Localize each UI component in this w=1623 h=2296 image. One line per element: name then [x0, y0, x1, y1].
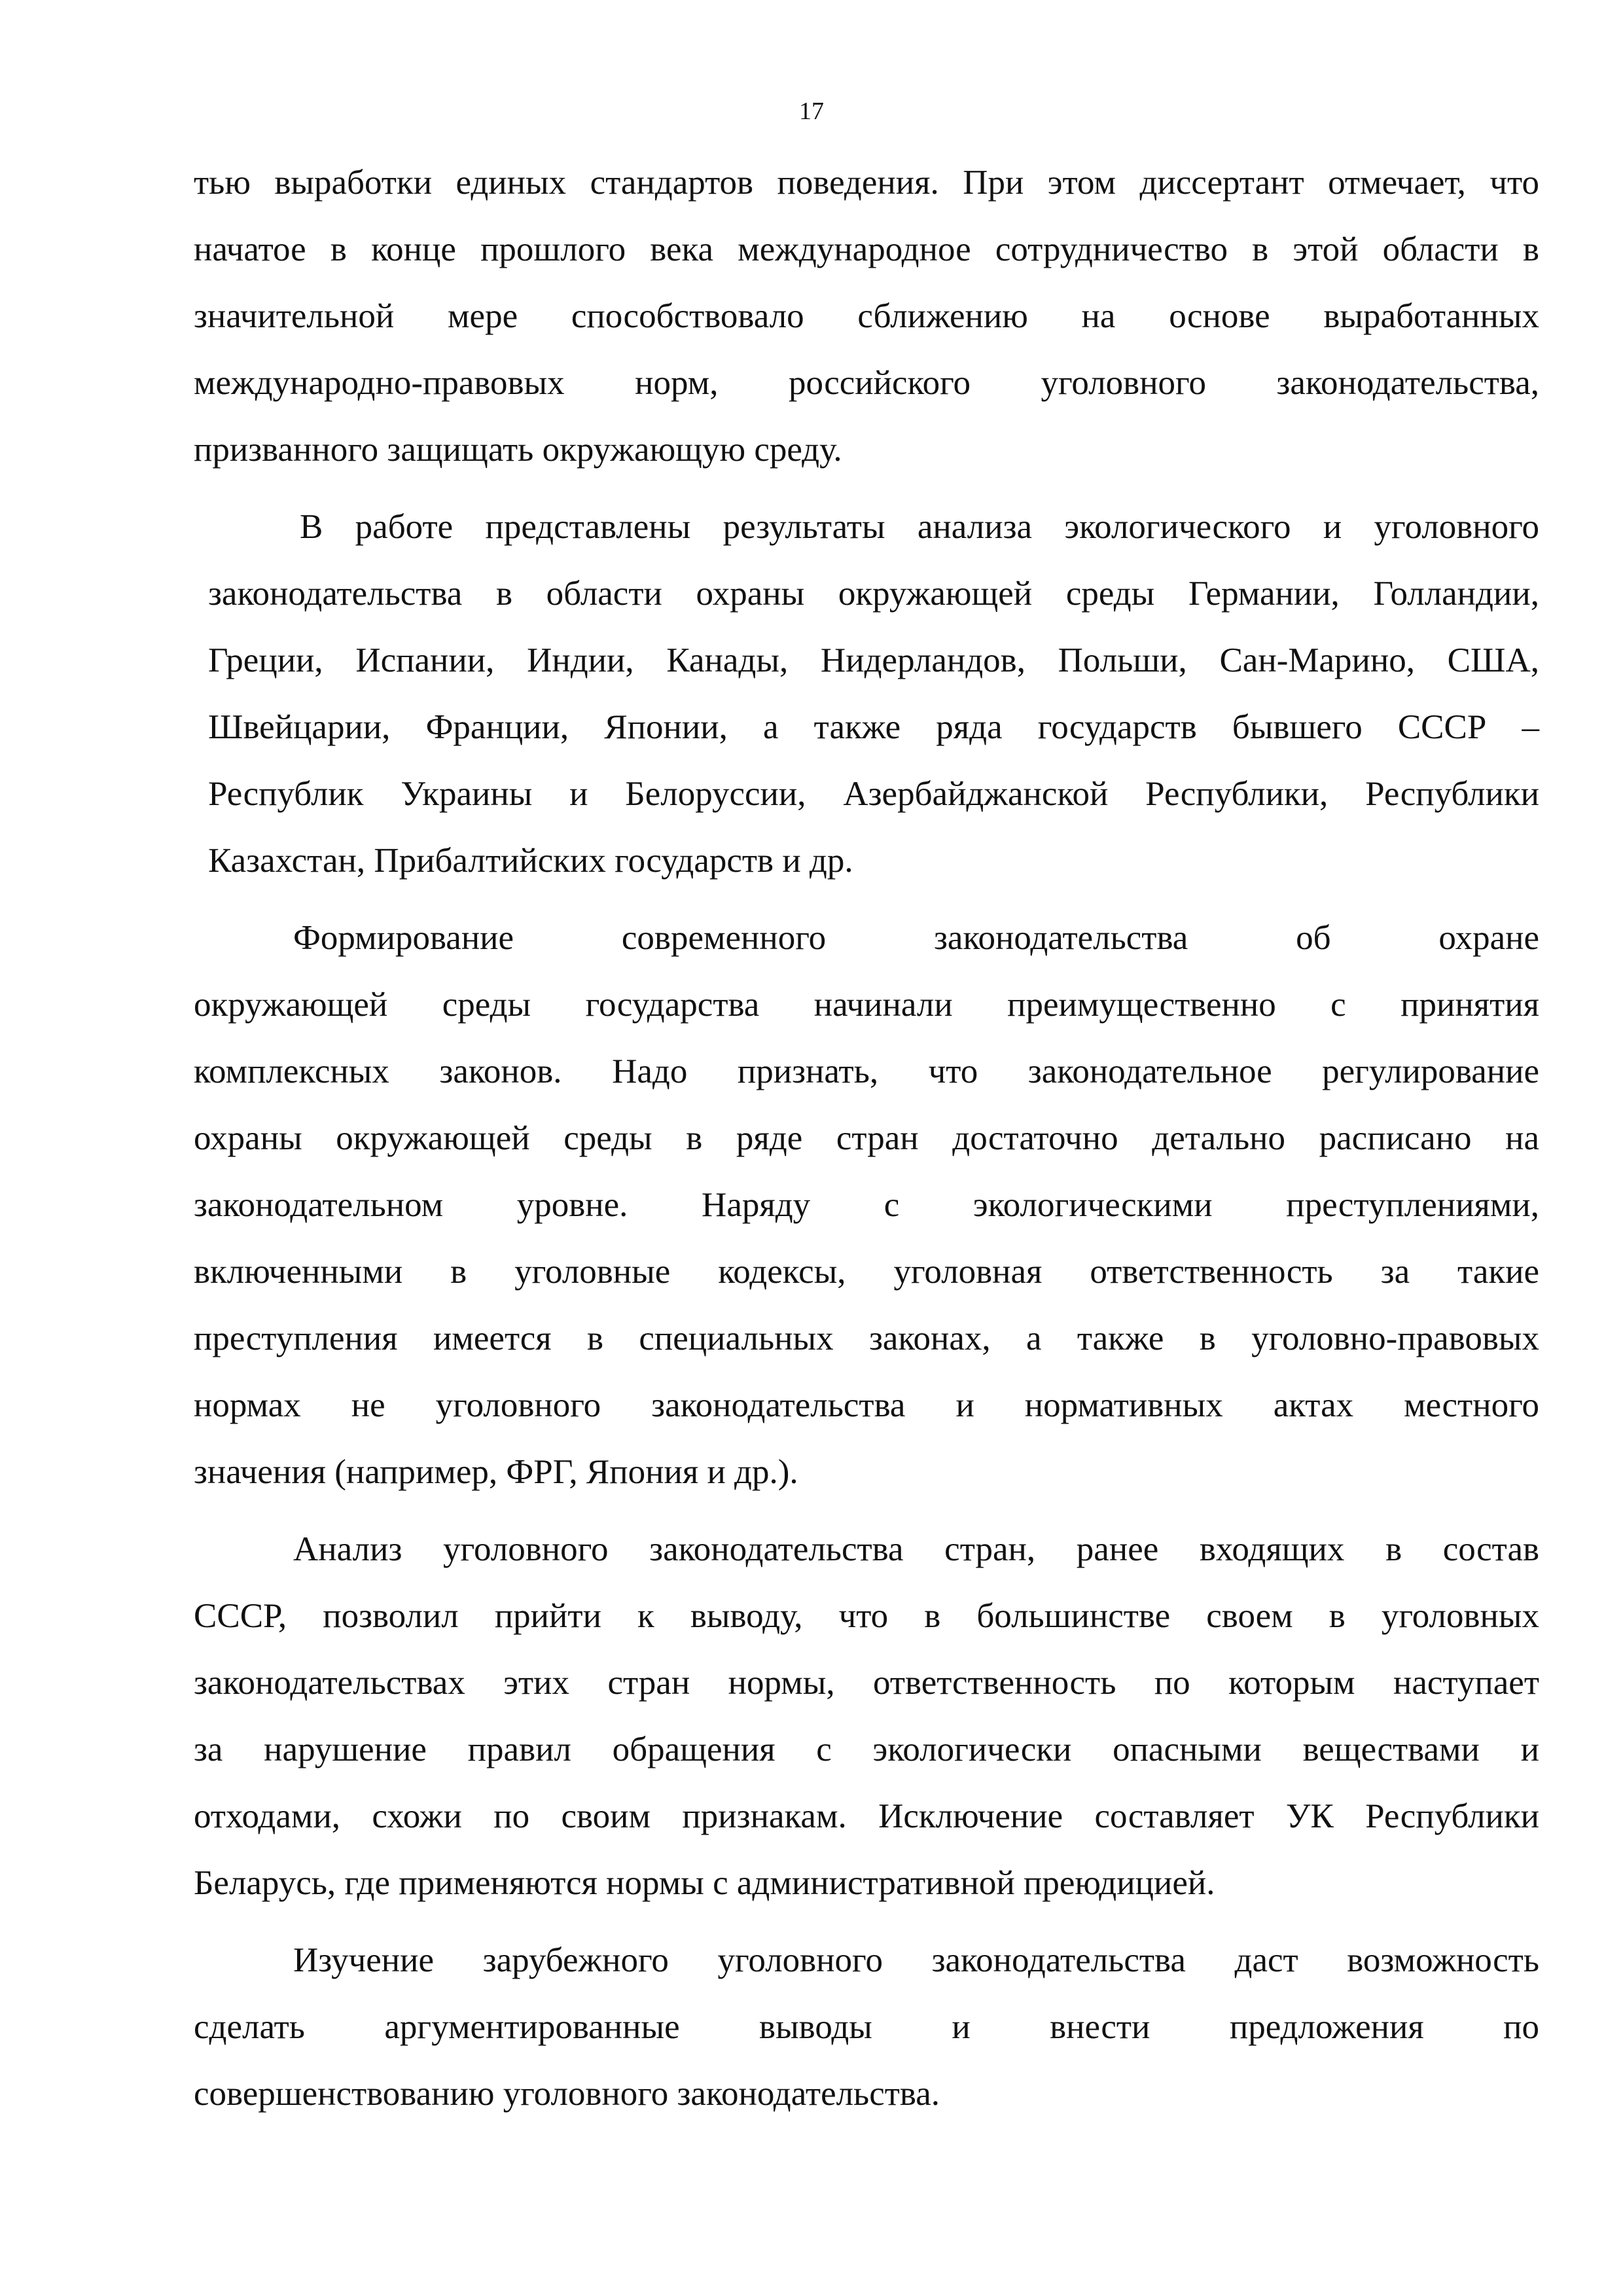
- body-text: [194, 149, 1539, 2127]
- text-line: призванного защищать окружающую среду.: [194, 431, 842, 469]
- text-line: Формирование современного законодательства об охране: [293, 919, 1539, 957]
- text-line: законодательном уровне. Наряду с экологическими преступлениями,: [194, 1186, 1539, 1224]
- paragraph-5: [194, 1927, 1539, 2127]
- text-line: тью выработки единых стандартов поведения. При этом диссертант отмечает, что: [194, 164, 1539, 202]
- page-number: 17: [799, 98, 824, 125]
- text-line: значительной мере способствовало сближению на основе выработанных: [194, 297, 1539, 335]
- text-line: сделать аргументированные выводы и внести предложения по: [194, 2008, 1539, 2046]
- text-line: совершенствованию уголовного законодательства.: [194, 2075, 940, 2113]
- text-line: окружающей среды государства начинали преимущественно с принятия: [194, 986, 1539, 1024]
- text-line: Республик Украины и Белоруссии, Азербайджанской Республики, Республики: [208, 775, 1539, 813]
- text-line: нормах не уголовного законодательства и нормативных актах местного: [194, 1386, 1539, 1424]
- text-line: международно-правовых норм, российского уголовного законодательства,: [194, 364, 1539, 402]
- text-line: В работе представлены результаты анализа экологического и уголовного: [300, 508, 1539, 546]
- text-line: законодательства в области охраны окружающей среды Германии, Голландии,: [208, 575, 1539, 613]
- text-line: отходами, схожи по своим признакам. Исключение составляет УК Республики: [194, 1797, 1539, 1835]
- text-line: Швейцарии, Франции, Японии, а также ряда государств бывшего СССР –: [208, 708, 1539, 746]
- text-line: охраны окружающей среды в ряде стран достаточно детально расписано на: [194, 1119, 1539, 1157]
- paragraph-1: [194, 149, 1539, 483]
- text-line: начатое в конце прошлого века международное сотрудничество в этой области в: [194, 230, 1539, 268]
- text-line: Анализ уголовного законодательства стран, ранее входящих в состав: [293, 1530, 1539, 1568]
- paragraph-2: [194, 493, 1539, 894]
- text-line: СССР, позволил прийти к выводу, что в большинстве своем в уголовных: [194, 1597, 1539, 1635]
- text-line: Беларусь, где применяются нормы с административной преюдицией.: [194, 1864, 1215, 1902]
- text-line: за нарушение правил обращения с экологически опасными веществами и: [194, 1731, 1539, 1768]
- paragraph-3: [194, 905, 1539, 1505]
- text-line: Казахстан, Прибалтийских государств и др.: [208, 842, 853, 880]
- text-line: преступления имеется в специальных законах, а также в уголовно-правовых: [194, 1319, 1539, 1357]
- text-line: законодательствах этих стран нормы, ответственность по которым наступает: [194, 1664, 1539, 1702]
- paragraph-4: [194, 1516, 1539, 1916]
- text-line: Греции, Испании, Индии, Канады, Нидерландов, Польши, Сан-Марино, США,: [208, 641, 1539, 679]
- text-line: комплексных законов. Надо признать, что законодательное регулирование: [194, 1052, 1539, 1090]
- text-line: Изучение зарубежного уголовного законодательства даст возможность: [293, 1941, 1539, 1979]
- text-line: значения (например, ФРГ, Япония и др.).: [194, 1453, 798, 1491]
- text-line: включенными в уголовные кодексы, уголовная ответственность за такие: [194, 1253, 1539, 1291]
